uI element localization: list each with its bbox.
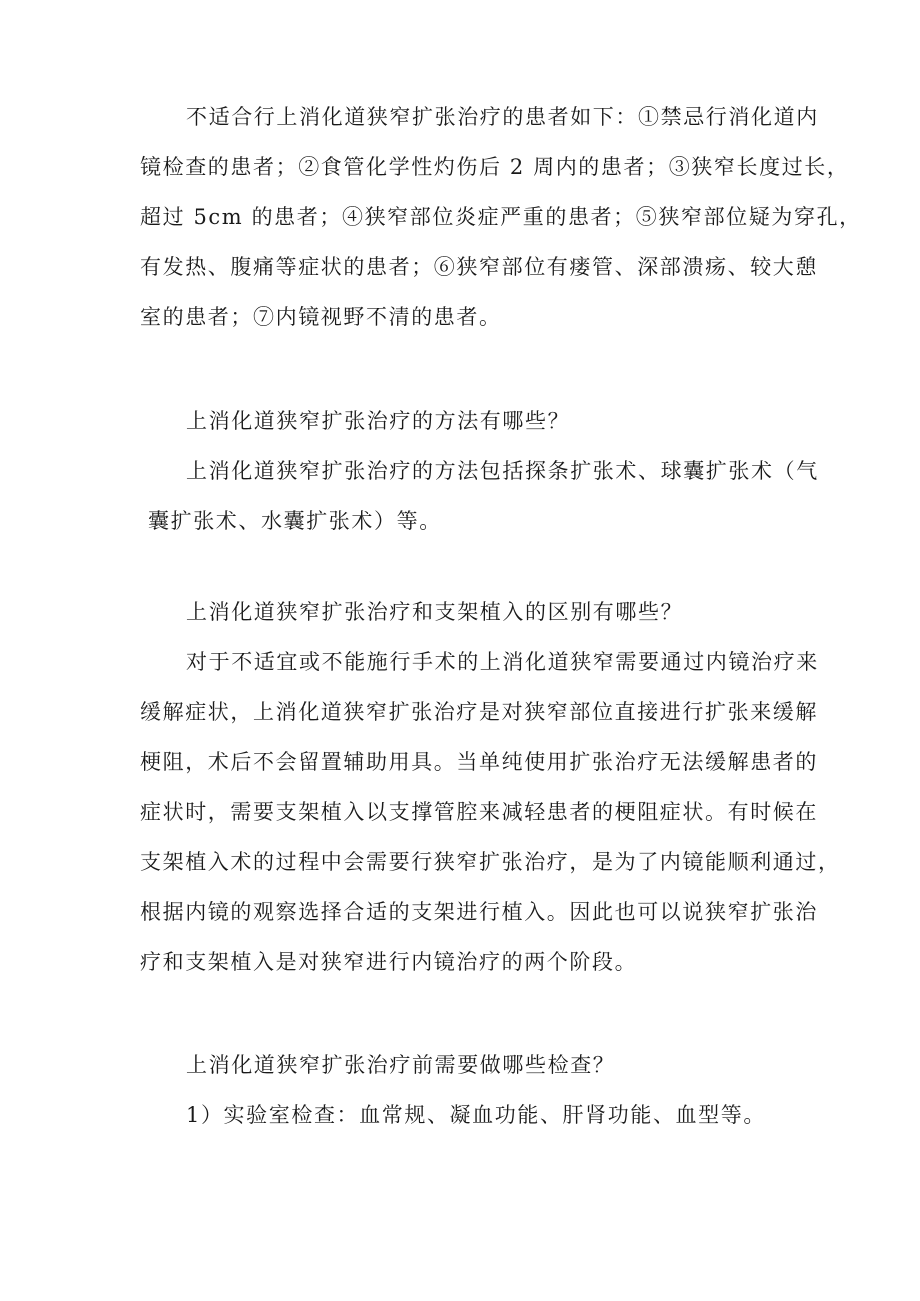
paragraph-line: 镜检查的患者；②食管化学性灼伤后 2 周内的患者；③狭窄长度过长， (140, 155, 850, 179)
paragraph-line: 室的患者；⑦内镜视野不清的患者。 (140, 305, 502, 329)
paragraph-line: 对于不适宜或不能施行手术的上消化道狭窄需要通过内镜治疗来 (186, 650, 819, 674)
paragraph-line: 缓解症状，上消化道狭窄扩张治疗是对狭窄部位直接进行扩张来缓解 (140, 700, 818, 724)
paragraph-line: 超过 5cm 的患者；④狭窄部位炎症严重的患者；⑤狭窄部位疑为穿孔， (140, 205, 862, 229)
methods-section (140, 396, 819, 546)
paragraph-line: 上消化道狭窄扩张治疗的方法包括探条扩张术、球囊扩张术（气 (186, 459, 819, 483)
paragraph-line: 梗阻，术后不会留置辅助用具。当单纯使用扩张治疗无法缓解患者的 (140, 750, 818, 774)
methods-question: 上消化道狭窄扩张治疗的方法有哪些？ (186, 409, 571, 433)
difference-section (140, 587, 841, 987)
contraindications-paragraph (140, 92, 862, 342)
paragraph-line: 疗和支架植入是对狭窄进行内镜治疗的两个阶段。 (140, 950, 638, 974)
paragraph-line: 不适合行上消化道狭窄扩张治疗的患者如下：①禁忌行消化道内 (186, 105, 819, 129)
paragraph-line: 根据内镜的观察选择合适的支架进行植入。因此也可以说狭窄扩张治 (140, 900, 818, 924)
paragraph-line: 有发热、腹痛等症状的患者；⑥狭窄部位有瘘管、深部溃疡、较大憩 (140, 255, 818, 279)
paragraph-line: 支架植入术的过程中会需要行狭窄扩张治疗，是为了内镜能顺利通过， (140, 850, 841, 874)
exam-list-item: 1）实验室检查：血常规、凝血功能、肝肾功能、血型等。 (186, 1103, 766, 1127)
paragraph-line: 症状时，需要支架植入以支撑管腔来减轻患者的梗阻症状。有时候在 (140, 800, 818, 824)
exams-section (140, 1040, 800, 1140)
difference-question: 上消化道狭窄扩张治疗和支架植入的区别有哪些？ (186, 600, 684, 624)
exams-question: 上消化道狭窄扩张治疗前需要做哪些检查？ (186, 1053, 616, 1077)
paragraph-line: 囊扩张术、水囊扩张术）等。 (148, 509, 442, 533)
